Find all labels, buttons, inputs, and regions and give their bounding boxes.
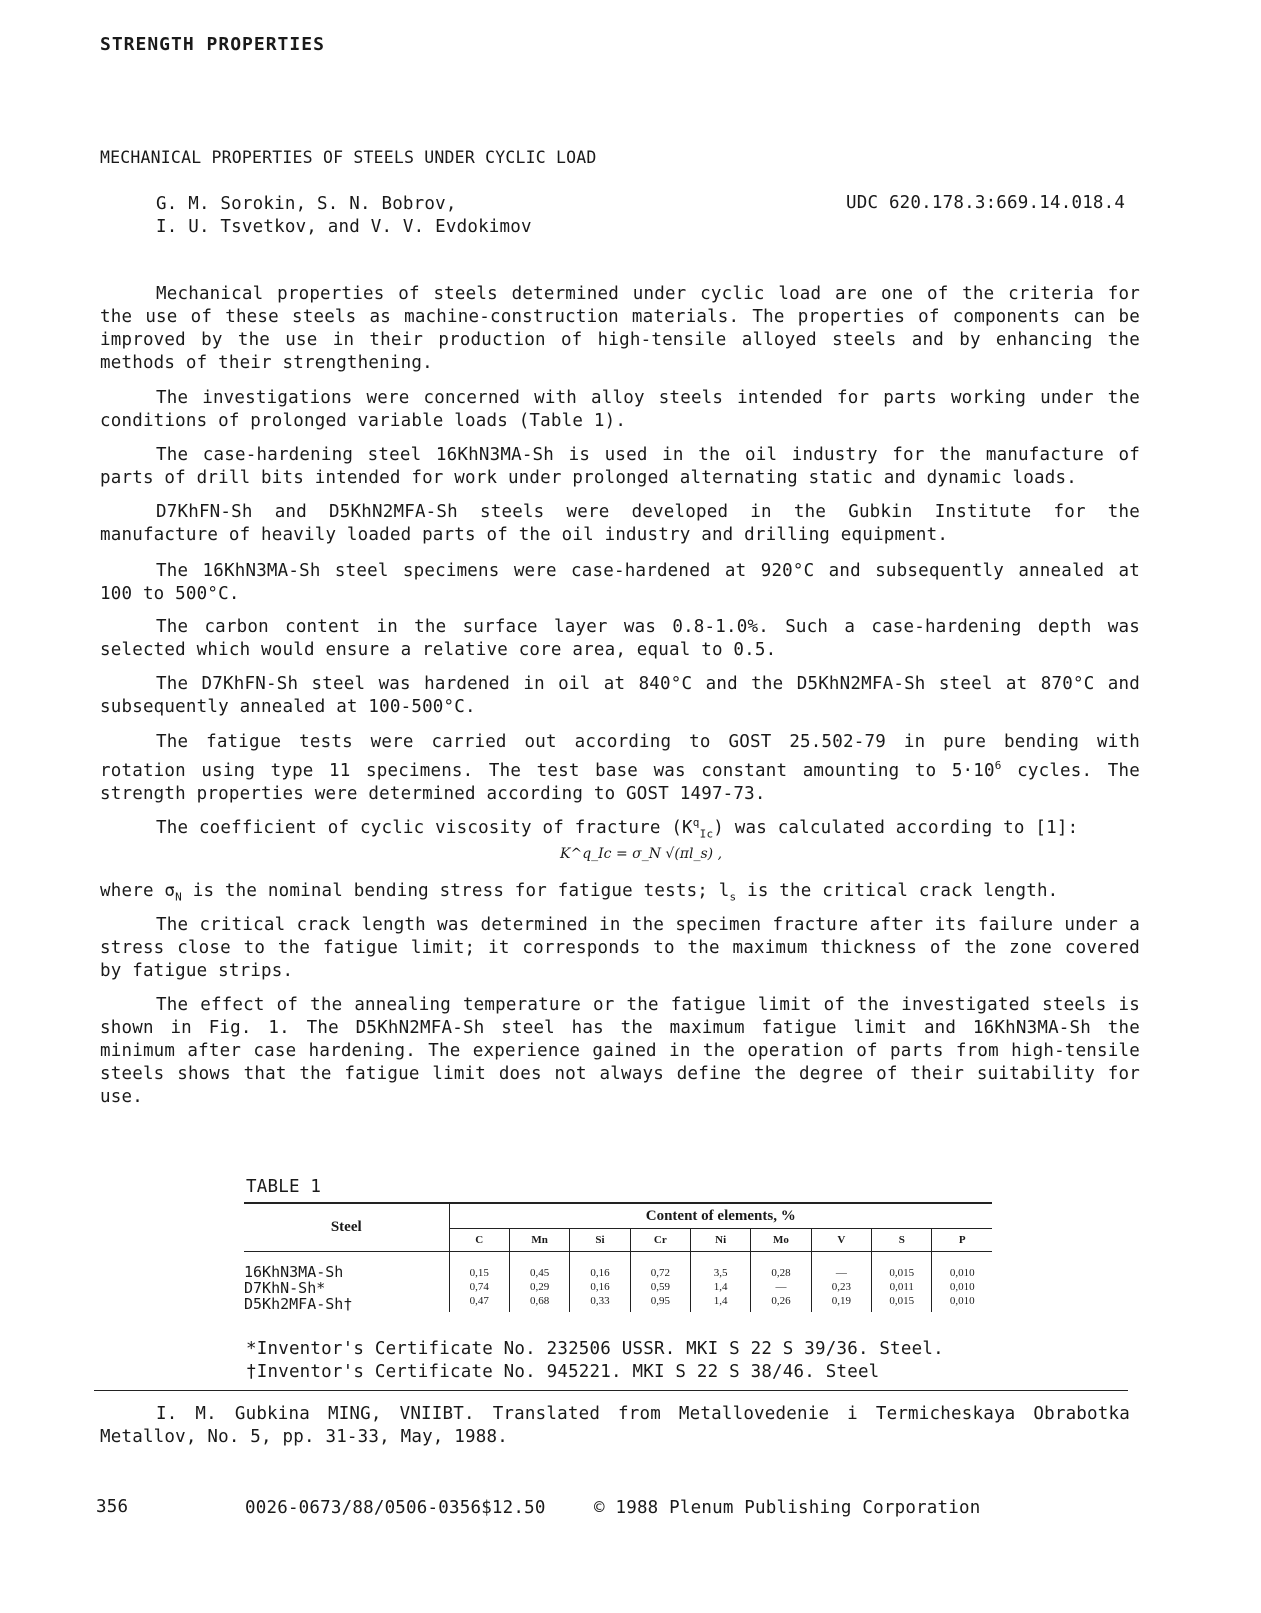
- table-cell: 0,15: [469, 1267, 489, 1279]
- authors: [156, 193, 532, 239]
- table-row: [244, 1252, 992, 1313]
- section-header: STRENGTH PROPERTIES: [100, 34, 325, 55]
- value-column-mo: [751, 1252, 811, 1313]
- table-cell: 0,23: [831, 1281, 851, 1293]
- value-column-cr: [630, 1252, 690, 1313]
- document-code: 0026-0673/88/0506-0356$12.50: [245, 1498, 546, 1518]
- column-header-element: Cr: [630, 1229, 690, 1252]
- table-cell: 0,59: [650, 1281, 670, 1293]
- paragraph-9-text-b: ) was calculated according to [1]:: [713, 817, 1079, 838]
- paragraph-9-sup: q: [692, 816, 700, 829]
- column-header-element: Ni: [691, 1229, 751, 1252]
- paragraph-5: The 16KhN3MA-Sh steel specimens were case-hardened at 920°C and subsequently annealed at 100 to 500°C.: [100, 561, 1140, 604]
- table-cell: 0,28: [771, 1267, 791, 1279]
- paragraph-2: The investigations were concerned with alloy steels intended for parts working under the conditions of prolonged variable loads (Table 1).: [100, 388, 1140, 431]
- paragraph-1: Mechanical properties of steels determined under cyclic load are one of the criteria for the use of these steels as machine-construction materials. The properties of components can be improved by the use in their production of high-tensile alloyed steels and by enhancing the methods of their strengthening.: [100, 284, 1140, 373]
- table-cell: 0,26: [771, 1295, 791, 1307]
- table-cell: 1,4: [713, 1295, 728, 1307]
- table-1: [244, 1202, 992, 1312]
- column-header-content: Content of elements, %: [449, 1203, 992, 1229]
- table-cell: 0,010: [949, 1267, 975, 1279]
- column-header-element: S: [872, 1229, 932, 1252]
- table-cell: 1,4: [713, 1281, 728, 1293]
- paragraph-8-exponent: 6: [994, 759, 1002, 772]
- value-column-c: [449, 1252, 509, 1313]
- column-header-element: V: [811, 1229, 871, 1252]
- udc-code: UDC 620.178.3:669.14.018.4: [846, 193, 1126, 213]
- steel-names-cell: [244, 1252, 449, 1313]
- table-cell: —: [775, 1281, 787, 1293]
- steel-name: 16KhN3MA-Sh: [244, 1263, 344, 1281]
- paragraph-10: The critical crack length was determined in the specimen fracture after its failure under a stress close to the fatigue limit; it corresponds to the maximum thickness of the zone covered by fatigue strips.: [100, 915, 1140, 981]
- value-column-mn: [509, 1252, 569, 1313]
- table-cell: 0,015: [889, 1267, 915, 1279]
- table-cell: 0,74: [469, 1281, 489, 1293]
- paragraph-11: The effect of the annealing temperature or the fatigue limit of the investigated steels is shown in Fig. 1. The D5KhN2MFA-Sh steel has the maximum fatigue limit and 16KhN3MA-Sh the minimum after case hardening. The experience gained in the operation of parts from high-tensile steels shows that the fatigue limit does not always define the degree of their suitability for use.: [100, 995, 1140, 1107]
- value-column-v: [811, 1252, 871, 1313]
- paragraph-9: [100, 811, 1140, 845]
- source-note: I. M. Gubkina MING, VNIIBT. Translated from Metallovedenie i Termicheskaya Obrabotka Metallov, No. 5, pp. 31-33, May, 1988.: [100, 1404, 1130, 1447]
- table-cell: —: [835, 1267, 847, 1279]
- page-number: 356: [96, 1497, 129, 1517]
- paragraph-8-text-a: The fatigue tests were carried out according to GOST 25.502-79 in pure bending with rotation using type 11 specimens. The test base was constant amounting to 5·10: [100, 732, 1140, 781]
- table-cell: 0,29: [529, 1281, 550, 1293]
- table-cell: 0,95: [650, 1295, 670, 1307]
- where-text-c: is the critical crack length.: [736, 881, 1059, 901]
- table-cell: 0,47: [469, 1295, 489, 1307]
- authors-line-2: I. U. Tsvetkov, and V. V. Evdokimov: [156, 217, 532, 237]
- table-cell: 0,010: [949, 1281, 975, 1293]
- steel-name: D7KhN-Sh*: [244, 1279, 326, 1297]
- column-header-steel: Steel: [244, 1203, 449, 1252]
- paragraph-8: [100, 731, 1140, 806]
- copyright: © 1988 Plenum Publishing Corporation: [594, 1498, 981, 1518]
- value-column-p: [932, 1252, 992, 1313]
- table-cell: 0,010: [949, 1295, 975, 1307]
- where-sub-n: N: [175, 890, 182, 904]
- table-cell: 0,011: [889, 1281, 914, 1293]
- table-cell: 0,16: [590, 1267, 610, 1279]
- paragraph-7: The D7KhFN-Sh steel was hardened in oil at 840°C and the D5KhN2MFA-Sh steel at 870°C and subsequently annealed at 100-500°C.: [100, 674, 1140, 717]
- paragraph-9-text-a: The coefficient of cyclic viscosity of fracture (K: [156, 817, 693, 838]
- table-footnote-2: †Inventor's Certificate No. 945221. MKI S 22 S 38/46. Steel: [246, 1362, 880, 1382]
- composition-table: [244, 1202, 992, 1312]
- value-column-s: [872, 1252, 932, 1313]
- table-cell: 0,72: [650, 1267, 670, 1279]
- column-header-element: Si: [570, 1229, 630, 1252]
- paragraph-6: The carbon content in the surface layer was 0.8-1.0%. Such a case-hardening depth was selected which would ensure a relative core area, equal to 0.5.: [100, 617, 1140, 660]
- column-header-element: Mo: [751, 1229, 811, 1252]
- footnote-divider: [94, 1390, 1128, 1391]
- table-cell: 0,45: [529, 1267, 550, 1279]
- where-clause: [100, 881, 1058, 904]
- authors-line-1: G. M. Sorokin, S. N. Bobrov,: [156, 194, 457, 214]
- table-cell: 0,19: [831, 1295, 851, 1307]
- article-title: MECHANICAL PROPERTIES OF STEELS UNDER CYCLIC LOAD: [100, 148, 597, 167]
- paragraph-9-sub: Ic: [699, 827, 714, 841]
- paragraph-4: D7KhFN-Sh and D5KhN2MFA-Sh steels were developed in the Gubkin Institute for the manufacture of heavily loaded parts of the oil industry and drilling equipment.: [100, 502, 1140, 545]
- table-footnote-1: *Inventor's Certificate No. 232506 USSR. MKI S 22 S 39/36. Steel.: [246, 1339, 944, 1359]
- table-cell: 0,33: [590, 1295, 610, 1307]
- paragraph-8-text-b: cycles. The strength properties were determined according to GOST 1497-73.: [100, 760, 1140, 804]
- table-cell: 0,015: [889, 1295, 915, 1307]
- where-sub-s: s: [729, 890, 737, 904]
- value-column-ni: [691, 1252, 751, 1313]
- where-text-a: where σ: [100, 881, 176, 901]
- column-header-element: C: [449, 1229, 509, 1252]
- table-cell: 3,5: [713, 1267, 728, 1279]
- where-text-b: is the nominal bending stress for fatigue tests; l: [181, 881, 730, 901]
- paragraph-3: The case-hardening steel 16KhN3MA-Sh is used in the oil industry for the manufacture of parts of drill bits intended for work under prolonged alternating static and dynamic loads.: [100, 445, 1140, 488]
- column-header-element: P: [932, 1229, 992, 1252]
- table-label: TABLE 1: [246, 1177, 322, 1197]
- column-header-element: Mn: [509, 1229, 569, 1252]
- equation: K^q_Ic = σ_N √(πl_s) ,: [560, 846, 723, 862]
- value-column-si: [570, 1252, 630, 1313]
- steel-name: D5Kh2MFA-Sh†: [244, 1295, 353, 1313]
- table-cell: 0,68: [529, 1295, 550, 1307]
- table-cell: 0,16: [590, 1281, 610, 1293]
